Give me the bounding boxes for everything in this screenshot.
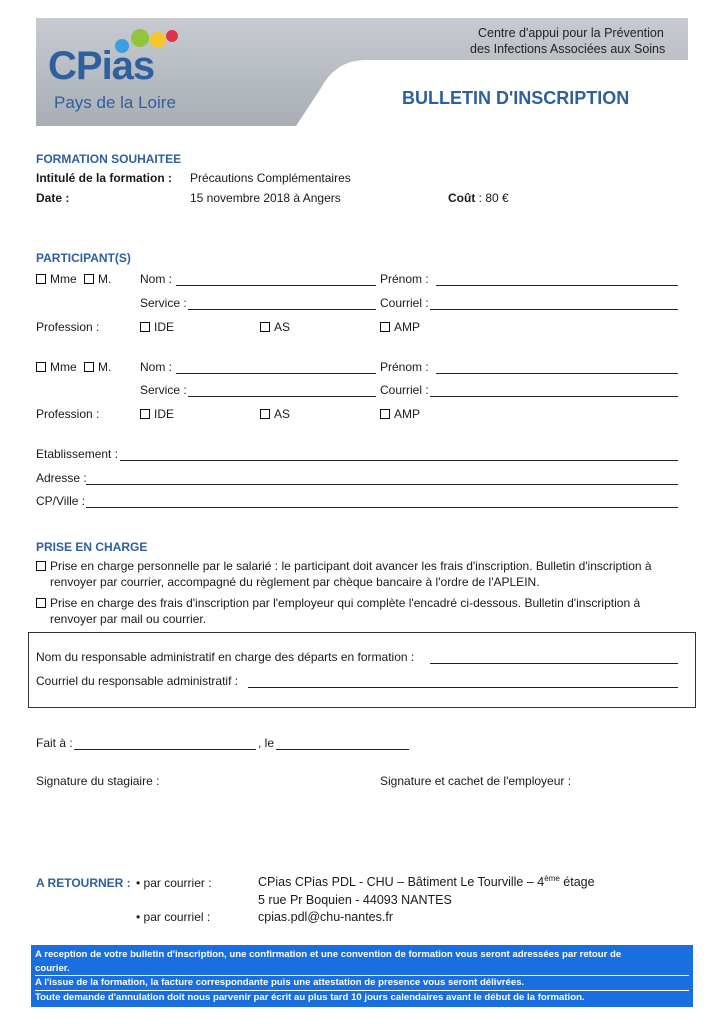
- profession-label-2: Profession :: [36, 407, 100, 421]
- resp-mail-field[interactable]: [248, 687, 678, 688]
- resp-field[interactable]: [430, 663, 678, 664]
- participants-title: PARTICIPANT(S): [36, 251, 131, 265]
- checkbox-amp-1[interactable]: [380, 322, 390, 332]
- checkbox-mme-1[interactable]: [36, 274, 46, 284]
- civility-choice-2[interactable]: [36, 360, 111, 374]
- org-name-line1: Centre d'appui pour la Prévention: [478, 26, 664, 40]
- civility-choice-1[interactable]: [36, 272, 111, 286]
- option-amp-1[interactable]: [380, 320, 420, 334]
- nom-label-2: Nom :: [140, 360, 173, 374]
- checkbox-m-2[interactable]: [84, 362, 94, 372]
- option-ide-1[interactable]: [140, 320, 174, 334]
- notice-line3: Toute demande d'annulation doit nous parvenir par écrit au plus tard 10 jours calendaires avant le début de la formation.: [35, 990, 689, 1005]
- option-label: IDE: [154, 320, 175, 334]
- option-employeur-text: Prise en charge des frais d'inscription par l'employeur qui complète l'encadré ci-dessous. Bulletin d'inscription à: [50, 596, 641, 610]
- civility-m: M.: [98, 360, 112, 374]
- signature-stagiaire: Signature du stagiaire :: [36, 774, 160, 788]
- cout-label: Coût: [448, 191, 476, 205]
- employer-box: [28, 632, 696, 708]
- checkbox-personnelle[interactable]: [36, 561, 46, 571]
- courriel-label-1: Courriel :: [380, 296, 429, 310]
- cout: [448, 191, 509, 205]
- adresse-field[interactable]: [86, 484, 678, 485]
- notice-line2: A l'issue de la formation, la facture correspondante puis une attestation de presence vous seront délivrées.: [35, 975, 689, 990]
- logo-main: CPias: [48, 44, 155, 88]
- option-label: AMP: [394, 407, 421, 421]
- doc-title: BULLETIN D'INSCRIPTION: [402, 88, 630, 108]
- option-ide-2[interactable]: [140, 407, 174, 421]
- profession-label-1: Profession :: [36, 320, 100, 334]
- notice-line1b: courier.: [35, 962, 70, 974]
- civility-m: M.: [98, 272, 112, 286]
- intitule-label: Intitulé de la formation :: [36, 171, 173, 185]
- service-label-1: Service :: [140, 296, 187, 310]
- prenom-field-1[interactable]: [436, 285, 678, 286]
- nom-label-1: Nom :: [140, 272, 173, 286]
- courriel-label-retour: • par courriel :: [136, 910, 211, 924]
- option-personnelle-text: Prise en charge personnelle par le salarié : le participant doit avancer les frais d'inscription. Bulletin d'inscription à: [50, 559, 652, 573]
- nom-field-1[interactable]: [176, 285, 376, 286]
- civility-mme: Mme: [50, 360, 77, 374]
- notice-banner: [31, 945, 693, 1007]
- checkbox-m-1[interactable]: [84, 274, 94, 284]
- adresse-label: Adresse :: [36, 471, 87, 485]
- nom-field-2[interactable]: [176, 373, 376, 374]
- prise-en-charge-title: PRISE EN CHARGE: [36, 540, 148, 554]
- le-label: , le: [258, 736, 275, 750]
- civility-mme: Mme: [50, 272, 77, 286]
- retour-label: A RETOURNER :: [36, 876, 131, 890]
- signature-employeur: Signature et cachet de l'employeur :: [380, 774, 572, 788]
- courrier-sup: ème: [544, 874, 560, 883]
- date-value: 15 novembre 2018 à Angers: [190, 191, 341, 205]
- courriel-field-2[interactable]: [430, 396, 678, 397]
- checkbox-ide-1[interactable]: [140, 322, 150, 332]
- courrier-line1: CPias CPias PDL - CHU – Bâtiment Le Tourville – 4: [258, 875, 545, 890]
- service-field-2[interactable]: [188, 396, 376, 397]
- option-personnelle-line2: renvoyer par courrier, accompagné du règlement par chèque bancaire à l'ordre de l'APLEIN.: [50, 575, 540, 589]
- resp-mail-label: Courriel du responsable administratif :: [36, 674, 239, 688]
- cpville-label: CP/Ville :: [36, 494, 86, 508]
- le-field[interactable]: [276, 749, 409, 750]
- courriel-label-2: Courriel :: [380, 383, 429, 397]
- service-label-2: Service :: [140, 383, 187, 397]
- courriel-field-1[interactable]: [430, 309, 678, 310]
- option-as-2[interactable]: [260, 407, 290, 421]
- courrier-address: [258, 874, 595, 889]
- option-label: IDE: [154, 407, 175, 421]
- checkbox-as-1[interactable]: [260, 322, 270, 332]
- option-employeur[interactable]: [36, 596, 640, 610]
- option-label: AMP: [394, 320, 421, 334]
- formation-title: FORMATION SOUHAITEE: [36, 152, 182, 166]
- option-amp-2[interactable]: [380, 407, 420, 421]
- option-employeur-line2: renvoyer par mail ou courrier.: [50, 612, 207, 626]
- etablissement-label: Etablissement :: [36, 447, 119, 461]
- cpville-field[interactable]: [86, 507, 678, 508]
- option-personnelle[interactable]: [36, 559, 652, 573]
- fait-label: Fait à :: [36, 736, 73, 750]
- notice-line1a: A reception de votre bulletin d'inscription, une confirmation et une convention de formation vous seront adressées par retour de: [35, 949, 622, 960]
- fait-field[interactable]: [74, 749, 256, 750]
- prenom-label-2: Prénom :: [380, 360, 429, 374]
- logo: [48, 28, 198, 118]
- prenom-field-2[interactable]: [436, 373, 678, 374]
- service-field-1[interactable]: [188, 309, 376, 310]
- date-label: Date :: [36, 191, 70, 205]
- etablissement-field[interactable]: [120, 460, 678, 461]
- option-label: AS: [274, 320, 291, 334]
- checkbox-employeur[interactable]: [36, 598, 46, 608]
- courrier-line2: 5 rue Pr Boquien - 44093 NANTES: [258, 893, 452, 907]
- checkbox-as-2[interactable]: [260, 409, 270, 419]
- resp-label: Nom du responsable administratif en charge des départs en formation :: [36, 650, 415, 664]
- org-name-line2: des Infections Associées aux Soins: [470, 42, 666, 56]
- courrier-label: • par courrier :: [136, 876, 212, 890]
- checkbox-amp-2[interactable]: [380, 409, 390, 419]
- prenom-label-1: Prénom :: [380, 272, 429, 286]
- checkbox-ide-2[interactable]: [140, 409, 150, 419]
- cout-value: : 80 €: [478, 191, 509, 205]
- logo-sub: Pays de la Loire: [54, 93, 176, 112]
- option-label: AS: [274, 407, 291, 421]
- intitule-value: Précautions Complémentaires: [190, 171, 351, 185]
- checkbox-mme-2[interactable]: [36, 362, 46, 372]
- courrier-line1-end: étage: [563, 875, 595, 890]
- courriel-value[interactable]: cpias.pdl@chu-nantes.fr: [258, 910, 393, 924]
- option-as-1[interactable]: [260, 320, 290, 334]
